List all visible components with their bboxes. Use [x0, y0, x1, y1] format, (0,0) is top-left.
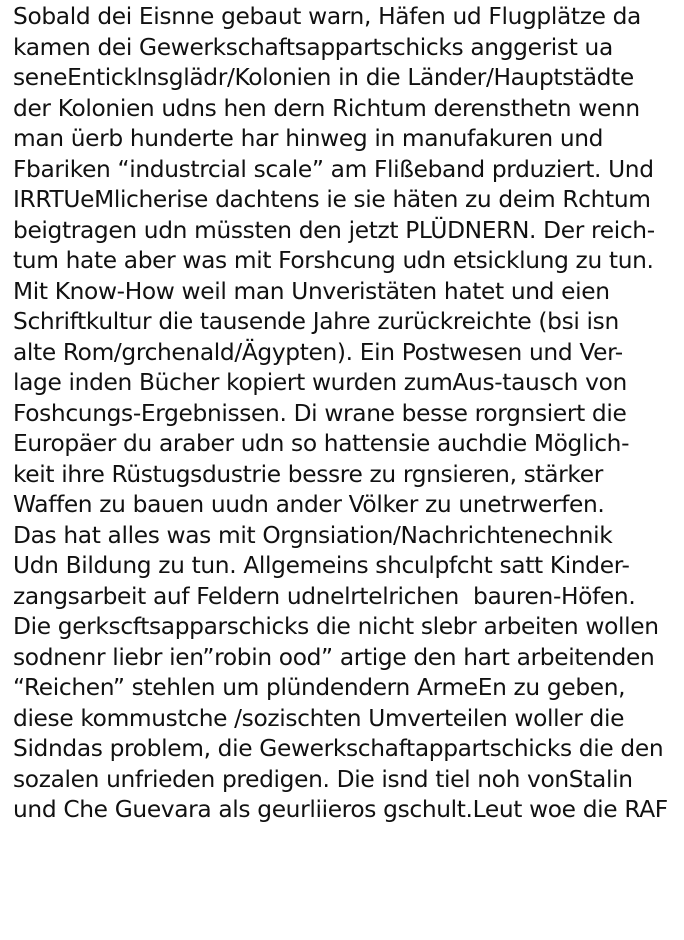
text-line-24: diese kommustche /sozischten Umverteilen woller die	[13, 704, 625, 732]
text-line-8: beigtragen udn müssten den jetzt PLÜDNERN. Der reich-	[13, 216, 655, 244]
text-line-18: Das hat alles was mit Orgnsiation/Nachrichtenechnik	[13, 521, 613, 549]
text-line-11: Schriftkultur die tausende Jahre zurückreichte (bsi isn	[13, 308, 619, 335]
text-line-7: IRRTUeMlicherise dachtens ie sie häten zu deim Rchtum	[13, 186, 651, 213]
text-line-19: Udn Bildung zu tun. Allgemeins shculpfcht satt Kinder-	[13, 552, 630, 579]
text-line-22: sodnenr liebr ien”robin ood” artige den hart arbeitenden	[13, 643, 655, 671]
text-line-6: Fbariken “industrcial scale” am Flißeband prduziert. Und	[13, 155, 654, 183]
text-line-3: seneEnticklnsglädr/Kolonien in die Länder/Hauptstädte	[13, 64, 634, 91]
text-line-21: Die gerkscftsapparschicks die nicht slebr arbeiten wollen	[13, 613, 659, 640]
document-page	[13, 0, 681, 940]
text-line-25: Sidndas problem, die Gewerkschaftappartschicks die den	[13, 735, 664, 762]
text-line-10: Mit Know-How weil man Unveristäten hatet und eien	[13, 277, 610, 305]
body-text	[13, 2, 681, 826]
text-line-12: alte Rom/grchenald/Ägypten). Ein Postwesen und Ver-	[13, 338, 623, 366]
text-line-14: Foshcungs-Ergebnissen. Di wrane besse rorgnsiert die	[13, 399, 627, 427]
text-line-23: “Reichen” stehlen um plündendern ArmeEn zu geben,	[13, 674, 626, 701]
text-line-26: sozalen unfrieden predigen. Die isnd tiel noh vonStalin	[13, 765, 633, 793]
text-line-4: der Kolonien udns hen dern Richtum derensthetn wenn	[13, 94, 640, 122]
text-line-20: zangsarbeit auf Feldern udnelrtelrichen bauren-Höfen.	[13, 582, 636, 610]
text-line-5: man üerb hunderte har hinweg in manufakuren und	[13, 125, 604, 152]
text-line-2: kamen dei Gewerkschaftsappartschicks anggerist ua	[13, 33, 613, 61]
text-line-9: tum hate aber was mit Forshcung udn etsicklung zu tun.	[13, 247, 654, 274]
text-line-27: und Che Guevara als geurliieros gschult.Leut woe die RAF	[13, 796, 668, 823]
text-line-16: keit ihre Rüstugsdustrie bessre zu rgnsieren, stärker	[13, 460, 603, 488]
text-line-1: Sobald dei Eisnne gebaut warn, Häfen ud Flugplätze da	[13, 3, 641, 30]
text-line-13: lage inden Bücher kopiert wurden zumAus-tausch von	[13, 369, 627, 396]
text-line-17: Waffen zu bauen uudn ander Völker zu unetrwerfen.	[13, 491, 605, 518]
text-line-15: Europäer du araber udn so hattensie auchdie Möglich-	[13, 430, 630, 457]
